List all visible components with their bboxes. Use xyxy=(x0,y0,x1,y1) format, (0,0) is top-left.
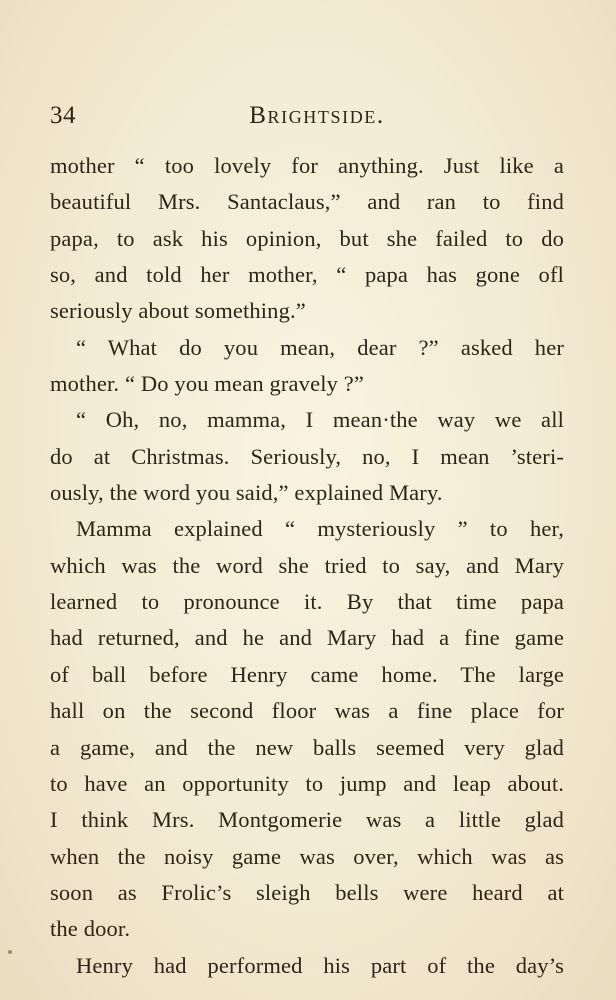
text-line: a game, and the new balls seemed very glad xyxy=(50,734,564,760)
text-line: so, and told her mother, “ papa has gone ofl xyxy=(50,262,564,288)
page-header xyxy=(50,98,566,138)
text-line: mother “ too lovely for anything. Just like a xyxy=(50,153,564,178)
text-line: Mamma explained “ mysteriously ” to her, xyxy=(76,516,564,542)
text-line: beautiful Mrs. Santaclaus,” and ran to find xyxy=(50,189,564,215)
text-line: “ Oh, no, mamma, I mean·the way we all xyxy=(76,407,564,433)
text-line: mother. “ Do you mean gravely ?” xyxy=(50,371,365,397)
text-line: ously, the word you said,” explained Mary. xyxy=(50,480,443,506)
text-line: hall on the second floor was a fine place for xyxy=(50,698,564,724)
text-line: when the noisy game was over, which was as xyxy=(50,843,564,869)
running-head: Brightside. xyxy=(249,102,385,129)
body-text xyxy=(50,148,564,984)
text-line: seriously about something.” xyxy=(50,298,306,324)
text-line: of ball before Henry came home. The large xyxy=(50,661,564,687)
text-line: I think Mrs. Montgomerie was a little glad xyxy=(50,807,564,833)
text-line: Henry had performed his part of the day’s xyxy=(76,952,564,978)
text-line: do at Christmas. Seriously, no, I mean ’steri- xyxy=(50,443,564,469)
text-line: soon as Frolic’s sleigh bells were heard at xyxy=(50,879,564,905)
paper-speck xyxy=(8,950,12,954)
text-line: “ What do you mean, dear ?” asked her xyxy=(76,334,564,360)
text-line: learned to pronounce it. By that time papa xyxy=(50,589,564,615)
text-line: which was the word she tried to say, and Mary xyxy=(50,552,564,578)
text-line: the door. xyxy=(50,916,131,942)
text-line: papa, to ask his opinion, but she failed to do xyxy=(50,225,564,251)
text-line: had returned, and he and Mary had a fine game xyxy=(50,625,564,651)
page-number: 34 xyxy=(50,102,76,129)
text-line: to have an opportunity to jump and leap about. xyxy=(50,770,564,796)
